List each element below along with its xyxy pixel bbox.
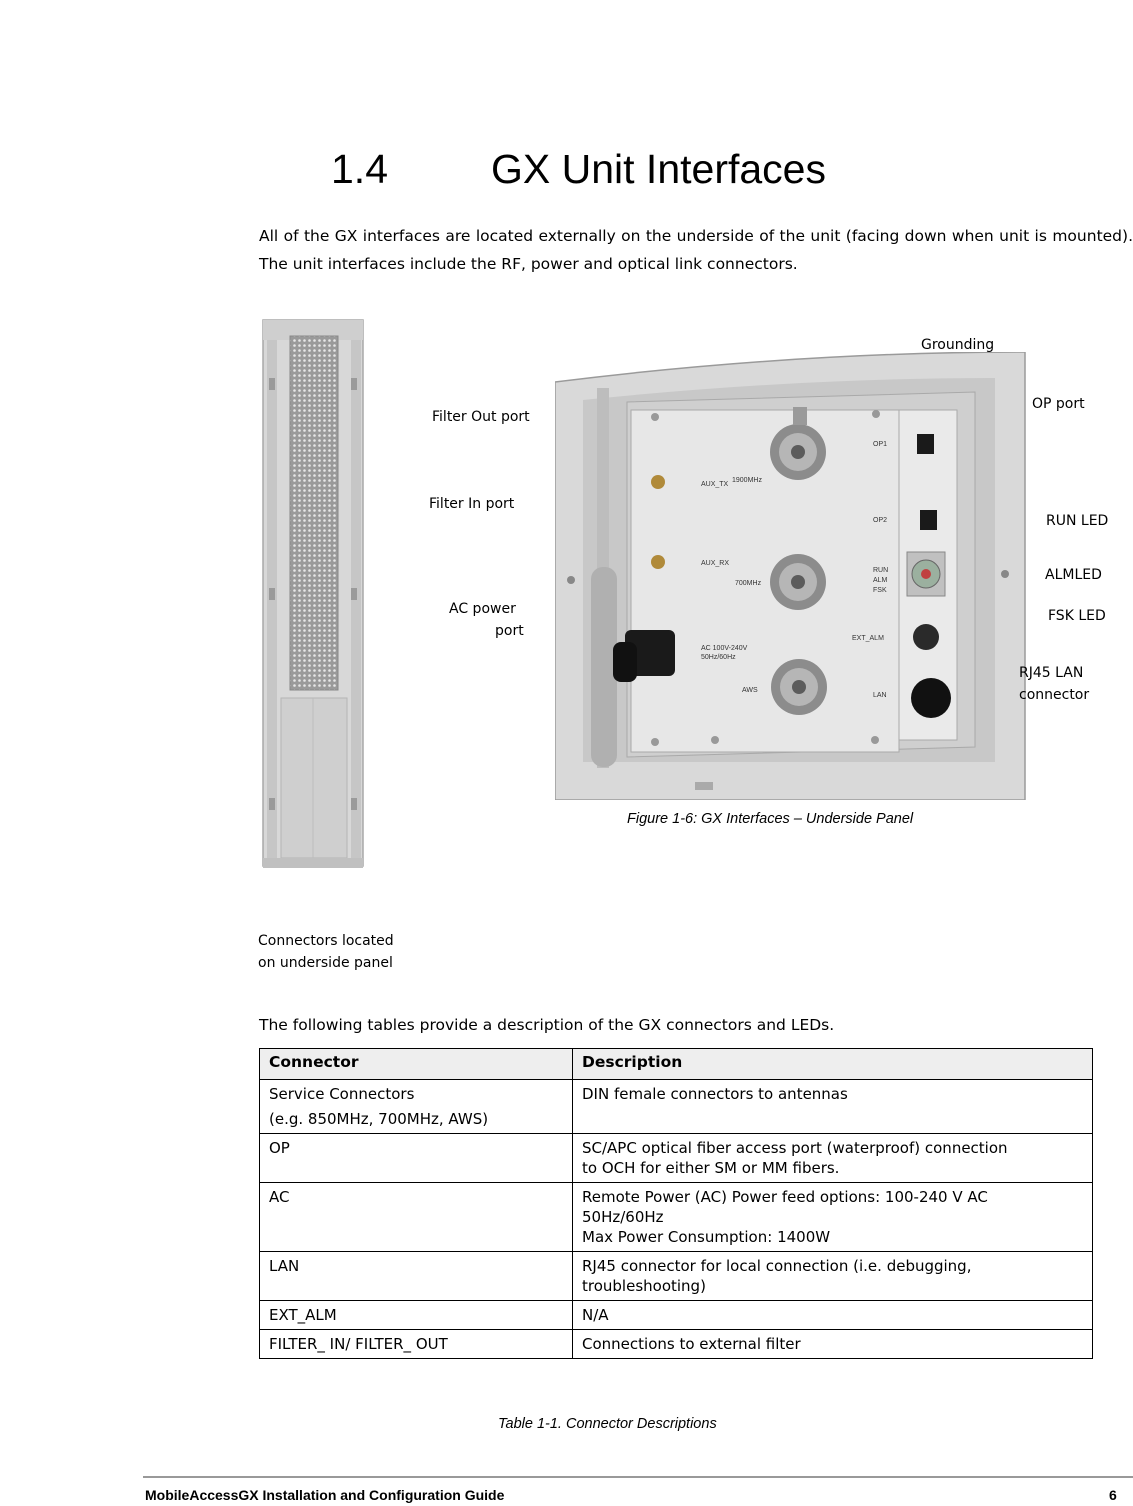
- connector-line: LAN: [269, 1257, 300, 1275]
- panel-label-aux-rx: AUX_RX: [701, 560, 730, 567]
- callout-alm-led: ALMLED: [1045, 567, 1102, 583]
- footer-title: MobileAccessGX Installation and Configuration Guide: [145, 1487, 505, 1503]
- callout-rj45-line2: connector: [1019, 687, 1090, 703]
- description-line: DIN female connectors to antennas: [582, 1085, 848, 1103]
- connector-cell: [260, 1080, 573, 1134]
- connector-line: EXT_ALM: [269, 1306, 337, 1324]
- description-line: N/A: [582, 1306, 609, 1324]
- connector-cell: [260, 1183, 573, 1252]
- table-row: [260, 1183, 1093, 1252]
- description-cell: [573, 1183, 1093, 1252]
- table-row: [260, 1134, 1093, 1183]
- panel-label-ac-rating: AC 100V-240V: [701, 645, 748, 652]
- description-cell: [573, 1080, 1093, 1134]
- description-cell: [573, 1134, 1093, 1183]
- section-heading: [0, 146, 1133, 206]
- panel-label-op1: OP1: [873, 441, 888, 448]
- callout-filter-in-port: Filter In port: [429, 496, 515, 512]
- description-cell: [573, 1252, 1093, 1301]
- section-number: 1.4: [331, 146, 388, 192]
- callout-run-led: RUN LED: [1046, 513, 1109, 529]
- description-cell: [573, 1301, 1093, 1330]
- table-caption: Table 1-1. Connector Descriptions: [498, 1416, 717, 1432]
- panel-label-fsk: FSK: [873, 587, 887, 594]
- column-header-description: Description: [573, 1049, 1093, 1080]
- panel-label-1900mhz: 1900MHz: [732, 477, 762, 484]
- column-header-connector: Connector: [260, 1049, 573, 1080]
- section-title: GX Unit Interfaces: [491, 146, 826, 192]
- table-intro: The following tables provide a description of the GX connectors and LEDs.: [259, 1016, 835, 1034]
- callout-underside-line2: on underside panel: [258, 955, 393, 971]
- table-header-row: [260, 1049, 1093, 1080]
- callout-grounding: Grounding: [921, 337, 995, 353]
- callout-ac-power-line1: AC power: [449, 601, 516, 617]
- description-line: troubleshooting): [582, 1277, 706, 1295]
- callout-ac-power-line2: port: [495, 623, 524, 639]
- panel-label-ext-alm: EXT_ALM: [852, 635, 884, 642]
- connector-line: FILTER_ IN/ FILTER_ OUT: [269, 1335, 448, 1353]
- panel-label-aux-tx: AUX_TX: [701, 481, 729, 488]
- panel-label-run: RUN: [873, 567, 889, 574]
- connector-cell: [260, 1301, 573, 1330]
- description-cell: [573, 1330, 1093, 1359]
- table-row: [260, 1080, 1093, 1134]
- connector-line: (e.g. 850MHz, 700MHz, AWS): [269, 1110, 489, 1128]
- description-line: SC/APC optical fiber access port (waterproof) connection: [582, 1139, 1008, 1157]
- panel-label-lan: LAN: [873, 692, 887, 699]
- panel-label-aws: AWS: [742, 687, 758, 694]
- page-number: 6: [1109, 1487, 1117, 1503]
- panel-label-ac-freq: 50Hz/60Hz: [701, 654, 736, 661]
- table-row: [260, 1301, 1093, 1330]
- gx-unit-photo: [257, 318, 369, 874]
- callout-fsk-led: FSK LED: [1048, 608, 1106, 624]
- description-line: Max Power Consumption: 1400W: [582, 1228, 831, 1246]
- description-line: RJ45 connector for local connection (i.e. debugging,: [582, 1257, 972, 1275]
- intro-paragraph: All of the GX interfaces are located externally on the underside of the unit (facing down when unit is mounted). The unit interfaces include the RF, power and optical link connectors.: [259, 227, 1133, 273]
- connector-cell: [260, 1134, 573, 1183]
- callout-rj45-line1: RJ45 LAN: [1019, 665, 1084, 681]
- panel-label-700mhz: 700MHz: [735, 580, 762, 587]
- callout-underside-line1: Connectors located: [258, 933, 394, 949]
- panel-label-op2: OP2: [873, 517, 888, 524]
- footer-divider: [143, 1476, 1133, 1478]
- connector-line: Service Connectors: [269, 1085, 415, 1103]
- callout-filter-out-port: Filter Out port: [432, 409, 530, 425]
- figure-caption: Figure 1-6: GX Interfaces – Underside Panel: [627, 811, 914, 827]
- underside-panel-photo: [555, 352, 1027, 800]
- connector-table: [259, 1048, 1093, 1359]
- description-line: Remote Power (AC) Power feed options: 100-240 V AC: [582, 1188, 988, 1206]
- callout-op-port: OP port: [1032, 396, 1085, 412]
- connector-cell: [260, 1252, 573, 1301]
- panel-label-alm: ALM: [873, 577, 888, 584]
- table-row: [260, 1252, 1093, 1301]
- connector-line: OP: [269, 1139, 290, 1157]
- description-line: Connections to external filter: [582, 1335, 801, 1353]
- description-line: 50Hz/60Hz: [582, 1208, 664, 1226]
- connector-cell: [260, 1330, 573, 1359]
- connector-line: AC: [269, 1188, 290, 1206]
- description-line: to OCH for either SM or MM fibers.: [582, 1159, 840, 1177]
- table-row: [260, 1330, 1093, 1359]
